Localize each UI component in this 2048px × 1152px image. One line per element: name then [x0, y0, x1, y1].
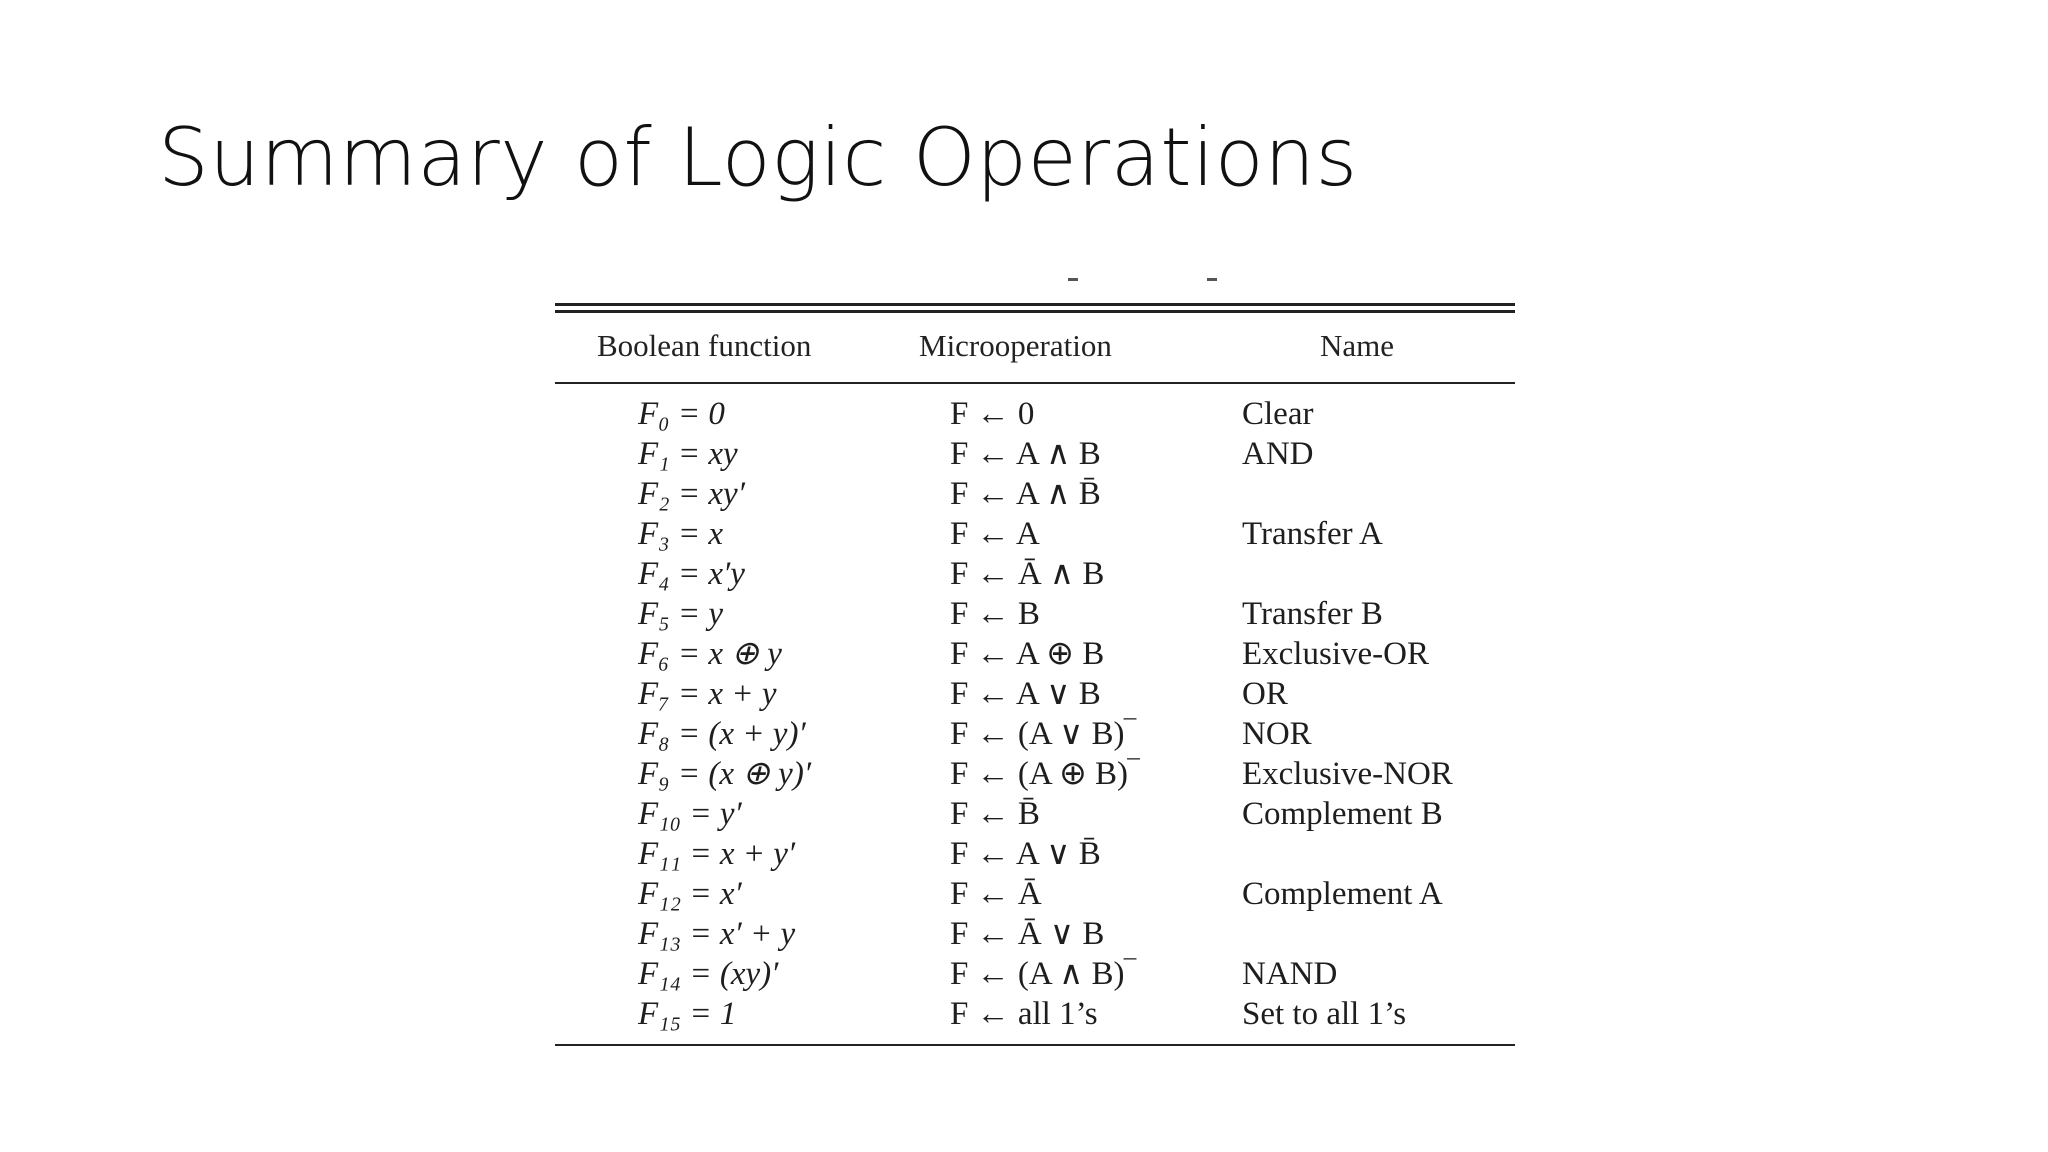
boolean-function-cell: F₆ = x ⊕ y: [638, 636, 782, 672]
operation-name-cell: OR: [1242, 676, 1288, 712]
microoperation-cell: F ← (A ∨ B)‾: [950, 716, 1136, 752]
microoperation-cell: F ← all 1’s: [950, 996, 1098, 1032]
table-body: [555, 394, 1515, 1034]
logic-operations-table: [555, 278, 1515, 1048]
boolean-function-cell: F₅ = y: [638, 596, 724, 632]
microoperation-cell: F ← A ∧ B̄: [950, 476, 1101, 512]
operation-name-cell: Exclusive-NOR: [1242, 756, 1453, 792]
table-row: [555, 554, 1515, 594]
table-row: [555, 954, 1515, 994]
table-row: [555, 634, 1515, 674]
table-row: [555, 514, 1515, 554]
operation-name-cell: Exclusive-OR: [1242, 636, 1429, 672]
boolean-function-cell: F₁₃ = x′ + y: [638, 916, 796, 952]
header-microoperation: Microoperation: [919, 328, 1112, 363]
header-boolean-function: Boolean function: [597, 328, 812, 363]
header-name: Name: [1320, 328, 1395, 363]
table-row: [555, 834, 1515, 874]
boolean-function-cell: F₂ = xy′: [638, 476, 745, 512]
boolean-function-cell: F₁₅ = 1: [638, 996, 737, 1032]
boolean-function-cell: F₁₂ = x′: [638, 876, 742, 912]
table-row: [555, 754, 1515, 794]
operation-name-cell: AND: [1242, 436, 1314, 472]
table-row: [555, 874, 1515, 914]
table-bottom-rule: [555, 1044, 1515, 1046]
microoperation-cell: F ← Ā ∧ B: [950, 556, 1105, 592]
boolean-function-cell: F₃ = x: [638, 516, 724, 552]
microoperation-cell: F ← (A ⊕ B)‾: [950, 756, 1139, 792]
boolean-function-cell: F₁ = xy: [638, 436, 738, 472]
table-row: [555, 994, 1515, 1034]
top-marks: [555, 278, 1515, 288]
microoperation-cell: F ← Ā: [950, 876, 1042, 912]
microoperation-cell: F ← A ∧ B: [950, 436, 1101, 472]
table-row: [555, 674, 1515, 714]
boolean-function-cell: F₁₄ = (xy)′: [638, 956, 779, 992]
operation-name-cell: Transfer A: [1242, 516, 1383, 552]
table-header-rule: [555, 382, 1515, 384]
table-row: [555, 474, 1515, 514]
operation-name-cell: Clear: [1242, 396, 1314, 432]
boolean-function-cell: F₁₀ = y′: [638, 796, 742, 832]
microoperation-cell: F ← A ⊕ B: [950, 636, 1105, 672]
table-row: [555, 714, 1515, 754]
microoperation-cell: F ← B: [950, 596, 1040, 632]
operation-name-cell: Complement B: [1242, 796, 1443, 832]
boolean-function-cell: F₉ = (x ⊕ y)′: [638, 756, 812, 792]
microoperation-cell: F ← A ∨ B̄: [950, 836, 1101, 872]
operation-name-cell: Complement A: [1242, 876, 1443, 912]
operation-name-cell: Set to all 1’s: [1242, 996, 1407, 1032]
boolean-function-cell: F₇ = x + y: [638, 676, 777, 712]
microoperation-cell: F ← (A ∧ B)‾: [950, 956, 1136, 992]
operation-name-cell: NOR: [1242, 716, 1312, 752]
operation-name-cell: Transfer B: [1242, 596, 1383, 632]
boolean-function-cell: F₁₁ = x + y′: [638, 836, 796, 872]
boolean-function-cell: F₈ = (x + y)′: [638, 716, 806, 752]
operation-name-cell: NAND: [1242, 956, 1338, 992]
table-row: [555, 594, 1515, 634]
table-row: [555, 794, 1515, 834]
microoperation-cell: F ← B̄: [950, 796, 1040, 832]
table-row: [555, 434, 1515, 474]
boolean-function-cell: F₄ = x′y: [638, 556, 745, 592]
table-row: [555, 914, 1515, 954]
microoperation-cell: F ← Ā ∨ B: [950, 916, 1105, 952]
table-top-rule: [555, 303, 1515, 306]
microoperation-cell: F ← A: [950, 516, 1040, 552]
boolean-function-cell: F₀ = 0: [638, 396, 725, 432]
microoperation-cell: F ← A ∨ B: [950, 676, 1101, 712]
table-row: [555, 394, 1515, 434]
microoperation-cell: F ← 0: [950, 396, 1035, 432]
table-top-rule-inner: [555, 310, 1515, 313]
slide-title: Summary of Logic Operations: [158, 111, 1358, 204]
